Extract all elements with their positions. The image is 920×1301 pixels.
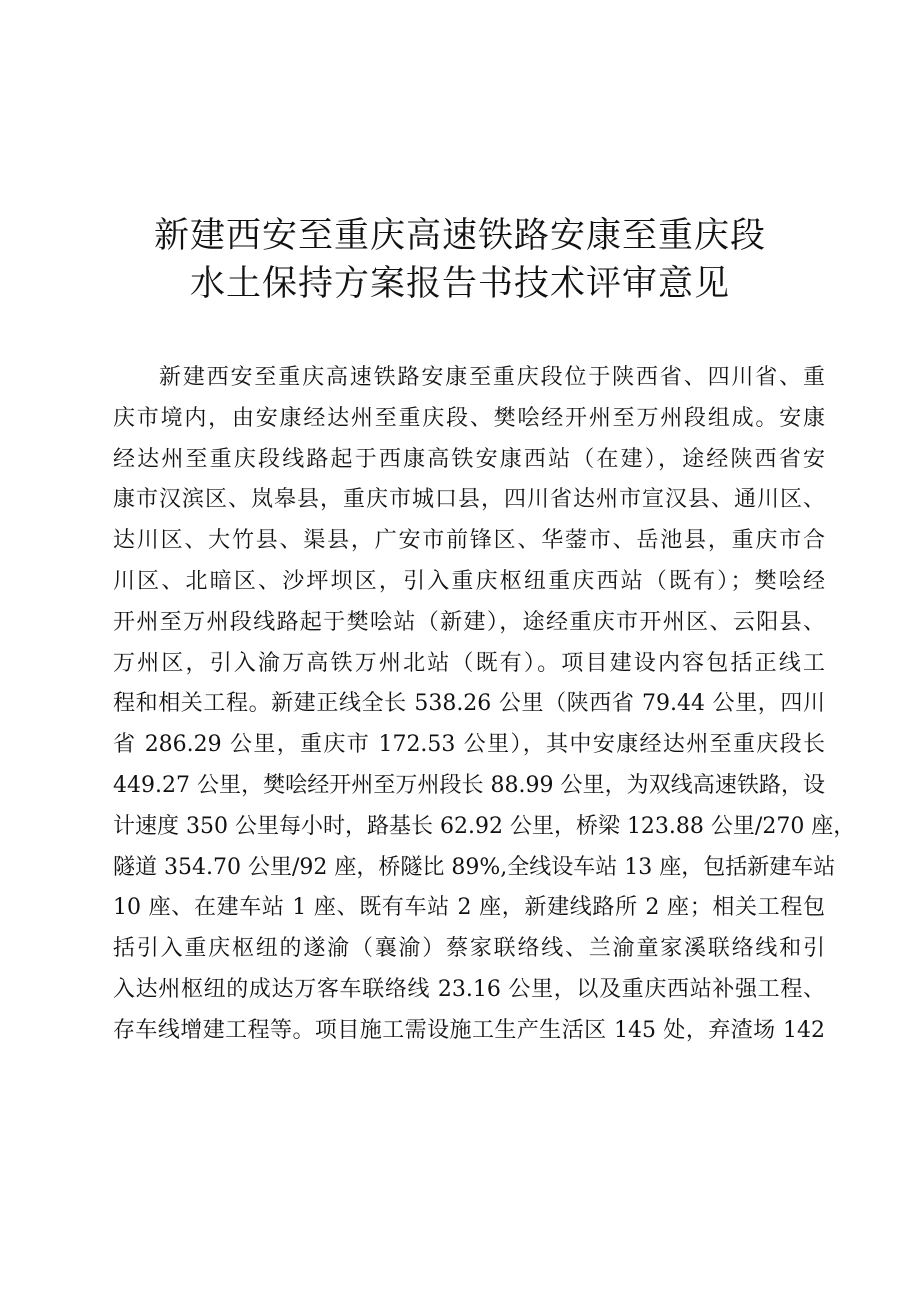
paragraph-line: 达川区、大竹县、渠县，广安市前锋区、华蓥市、岳池县，重庆市合 bbox=[113, 528, 825, 554]
paragraph-line: 存车线增建工程等。项目施工需设施工生产生活区 145 处，弃渣场 142 bbox=[113, 1017, 825, 1043]
paragraph-line: 括引入重庆枢纽的遂渝（襄渝）蔡家联络线、兰渝童家溪联络线和引 bbox=[113, 936, 825, 962]
paragraph-line: 康市汉滨区、岚皋县，重庆市城口县，四川省达州市宣汉县、通川区、 bbox=[113, 487, 825, 513]
paragraph-line: 入达州枢纽的成达万客车联络线 23.16 公里，以及重庆西站补强工程、 bbox=[113, 976, 825, 1002]
paragraph-line: 计速度 350 公里每小时，路基长 62.92 公里，桥梁 123.88 公里/270 座， bbox=[113, 813, 856, 839]
paragraph-line: 省 286.29 公里，重庆市 172.53 公里），其中安康经达州至重庆段长 bbox=[113, 732, 825, 758]
paragraph-line: 隧道 354.70 公里/92 座，桥隧比 89%,全线设车站 13 座，包括新建车站 bbox=[113, 854, 836, 880]
title-line-1: 新建西安至重庆高速铁路安康至重庆段 bbox=[153, 216, 766, 256]
title-line-2: 水土保持方案报告书技术评审意见 bbox=[189, 264, 730, 304]
paragraph-line: 开州至万州段线路起于樊哙站（新建），途经重庆市开州区、云阳县、 bbox=[113, 609, 825, 635]
paragraph-line: 川区、北暗区、沙坪坝区，引入重庆枢纽重庆西站（既有）；樊哙经 bbox=[113, 568, 825, 594]
paragraph-line: 10 座、在建车站 1 座、既有车站 2 座，新建线路所 2 座；相关工程包 bbox=[113, 895, 825, 921]
paragraph-line: 万州区，引入渝万高铁万州北站（既有）。项目建设内容包括正线工 bbox=[113, 650, 825, 676]
paragraph-line: 新建西安至重庆高速铁路安康至重庆段位于陕西省、四川省、重 bbox=[159, 365, 825, 390]
paragraph-line: 449.27 公里，樊哙经开州至万州段长 88.99 公里，为双线高速铁路，设 bbox=[113, 772, 825, 798]
paragraph-line: 经达州至重庆段线路起于西康高铁安康西站（在建），途经陕西省安 bbox=[113, 446, 825, 472]
body-paragraph bbox=[113, 358, 856, 1052]
paragraph-line: 程和相关工程。新建正线全长 538.26 公里（陕西省 79.44 公里，四川 bbox=[113, 691, 825, 717]
paragraph-line: 庆市境内，由安康经达州至重庆段、樊哙经开州至万州段组成。安康 bbox=[113, 405, 825, 431]
document-title bbox=[0, 212, 920, 308]
